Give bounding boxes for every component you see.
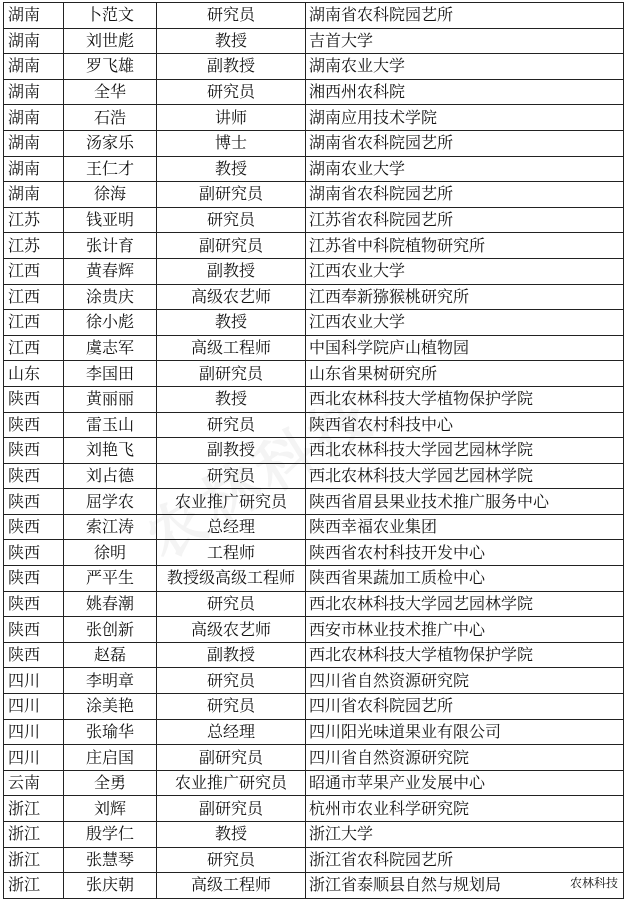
title-cell: 研究员 (157, 79, 306, 105)
organization-cell: 湖南省农科院园艺所 (306, 182, 624, 208)
title-cell: 研究员 (157, 207, 306, 233)
name-cell: 涂贵庆 (64, 284, 157, 310)
name-cell: 李明章 (64, 668, 157, 694)
name-cell: 雷玉山 (64, 412, 157, 438)
organization-cell: 西北农林科技大学园艺园林学院 (306, 463, 624, 489)
organization-cell: 四川阳光味道果业有限公司 (306, 719, 624, 745)
name-cell: 索江涛 (64, 514, 157, 540)
table-row (4, 668, 624, 694)
title-cell: 总经理 (157, 719, 306, 745)
name-cell: 王仁才 (64, 156, 157, 182)
name-cell: 徐小彪 (64, 310, 157, 336)
province-cell: 四川 (4, 745, 64, 771)
province-cell: 江西 (4, 284, 64, 310)
province-cell: 浙江 (4, 873, 64, 899)
province-cell: 陕西 (4, 566, 64, 592)
table-row (4, 335, 624, 361)
title-cell: 研究员 (157, 3, 306, 29)
title-cell: 高级农艺师 (157, 284, 306, 310)
title-cell: 副教授 (157, 258, 306, 284)
name-cell: 姚春潮 (64, 591, 157, 617)
table-row (4, 822, 624, 848)
table-row (4, 796, 624, 822)
organization-cell: 江西农业大学 (306, 258, 624, 284)
table-row (4, 438, 624, 464)
province-cell: 山东 (4, 361, 64, 387)
organization-cell: 山东省果树研究所 (306, 361, 624, 387)
organization-cell: 湖南应用技术学院 (306, 105, 624, 131)
province-cell: 陕西 (4, 617, 64, 643)
province-cell: 陕西 (4, 642, 64, 668)
table-row (4, 847, 624, 873)
province-cell: 湖南 (4, 156, 64, 182)
province-cell: 浙江 (4, 847, 64, 873)
title-cell: 副研究员 (157, 233, 306, 259)
name-cell: 刘辉 (64, 796, 157, 822)
name-cell: 汤家乐 (64, 130, 157, 156)
title-cell: 教授 (157, 822, 306, 848)
title-cell: 教授级高级工程师 (157, 566, 306, 592)
table-row (4, 156, 624, 182)
table-row (4, 719, 624, 745)
title-cell: 副教授 (157, 438, 306, 464)
name-cell: 屈学农 (64, 489, 157, 515)
table-row (4, 617, 624, 643)
name-cell: 严平生 (64, 566, 157, 592)
organization-cell: 陕西省眉县果业技术推广服务中心 (306, 489, 624, 515)
province-cell: 湖南 (4, 28, 64, 54)
province-cell: 陕西 (4, 540, 64, 566)
organization-cell: 江西奉新猕猴桃研究所 (306, 284, 624, 310)
organization-cell: 四川省农科院园艺所 (306, 694, 624, 720)
title-cell: 研究员 (157, 668, 306, 694)
province-cell: 陕西 (4, 386, 64, 412)
name-cell: 全勇 (64, 770, 157, 796)
province-cell: 湖南 (4, 79, 64, 105)
title-cell: 高级工程师 (157, 335, 306, 361)
name-cell: 刘占德 (64, 463, 157, 489)
name-cell: 钱亚明 (64, 207, 157, 233)
name-cell: 黄春辉 (64, 258, 157, 284)
title-cell: 副研究员 (157, 182, 306, 208)
name-cell: 黄丽丽 (64, 386, 157, 412)
title-cell: 高级工程师 (157, 873, 306, 899)
table-row (4, 745, 624, 771)
province-cell: 江苏 (4, 233, 64, 259)
province-cell: 江西 (4, 335, 64, 361)
organization-cell: 西北农林科技大学园艺园林学院 (306, 591, 624, 617)
table-row (4, 284, 624, 310)
organization-cell: 江西农业大学 (306, 310, 624, 336)
province-cell: 四川 (4, 719, 64, 745)
province-cell: 湖南 (4, 105, 64, 131)
table-row (4, 28, 624, 54)
name-cell: 张庆朝 (64, 873, 157, 899)
table-row (4, 182, 624, 208)
province-cell: 陕西 (4, 514, 64, 540)
organization-cell: 昭通市苹果产业发展中心 (306, 770, 624, 796)
name-cell: 虞志军 (64, 335, 157, 361)
table-row (4, 310, 624, 336)
organization-cell: 西北农林科技大学园艺园林学院 (306, 438, 624, 464)
organization-cell: 湖南省农科院园艺所 (306, 130, 624, 156)
province-cell: 陕西 (4, 489, 64, 515)
title-cell: 农业推广研究员 (157, 489, 306, 515)
name-cell: 李国田 (64, 361, 157, 387)
organization-cell: 陕西省农村科技开发中心 (306, 540, 624, 566)
table-row (4, 540, 624, 566)
name-cell: 殷学仁 (64, 822, 157, 848)
table-row (4, 386, 624, 412)
table-row (4, 79, 624, 105)
brand-label: 农林科技 (567, 873, 621, 892)
title-cell: 教授 (157, 156, 306, 182)
organization-cell: 陕西省果蔬加工质检中心 (306, 566, 624, 592)
title-cell: 总经理 (157, 514, 306, 540)
title-cell: 教授 (157, 310, 306, 336)
name-cell: 石浩 (64, 105, 157, 131)
title-cell: 教授 (157, 386, 306, 412)
table-row (4, 361, 624, 387)
province-cell: 四川 (4, 694, 64, 720)
organization-cell: 浙江省农科院园艺所 (306, 847, 624, 873)
table-row (4, 130, 624, 156)
name-cell: 徐明 (64, 540, 157, 566)
province-cell: 湖南 (4, 130, 64, 156)
table-row (4, 514, 624, 540)
table-row (4, 105, 624, 131)
name-cell: 张计育 (64, 233, 157, 259)
organization-cell: 西北农林科技大学植物保护学院 (306, 642, 624, 668)
name-cell: 张慧琴 (64, 847, 157, 873)
title-cell: 副研究员 (157, 361, 306, 387)
title-cell: 农业推广研究员 (157, 770, 306, 796)
organization-cell: 四川省自然资源研究院 (306, 745, 624, 771)
name-cell: 全华 (64, 79, 157, 105)
name-cell: 徐海 (64, 182, 157, 208)
name-cell: 涂美艳 (64, 694, 157, 720)
name-cell: 罗飞雄 (64, 54, 157, 80)
title-cell: 研究员 (157, 591, 306, 617)
expert-table-container (3, 2, 623, 899)
title-cell: 教授 (157, 28, 306, 54)
title-cell: 研究员 (157, 463, 306, 489)
organization-cell: 江苏省农科院园艺所 (306, 207, 624, 233)
name-cell: 庄启国 (64, 745, 157, 771)
organization-cell: 杭州市农业科学研究院 (306, 796, 624, 822)
table-row (4, 873, 624, 899)
province-cell: 浙江 (4, 822, 64, 848)
organization-cell: 陕西幸福农业集团 (306, 514, 624, 540)
province-cell: 浙江 (4, 796, 64, 822)
title-cell: 副研究员 (157, 796, 306, 822)
province-cell: 江西 (4, 258, 64, 284)
title-cell: 博士 (157, 130, 306, 156)
organization-cell: 吉首大学 (306, 28, 624, 54)
organization-cell: 四川省自然资源研究院 (306, 668, 624, 694)
title-cell: 工程师 (157, 540, 306, 566)
table-row (4, 642, 624, 668)
table-row (4, 694, 624, 720)
province-cell: 湖南 (4, 3, 64, 29)
table-row (4, 412, 624, 438)
organization-cell: 湖南省农科院园艺所 (306, 3, 624, 29)
organization-cell: 陕西省农村科技中心 (306, 412, 624, 438)
organization-cell: 西安市林业技术推广中心 (306, 617, 624, 643)
organization-cell: 西北农林科技大学植物保护学院 (306, 386, 624, 412)
province-cell: 陕西 (4, 438, 64, 464)
province-cell: 湖南 (4, 182, 64, 208)
table-row (4, 258, 624, 284)
title-cell: 讲师 (157, 105, 306, 131)
title-cell: 研究员 (157, 412, 306, 438)
table-row (4, 233, 624, 259)
title-cell: 副教授 (157, 54, 306, 80)
table-row (4, 566, 624, 592)
table-row (4, 3, 624, 29)
table-row (4, 54, 624, 80)
title-cell: 高级农艺师 (157, 617, 306, 643)
province-cell: 四川 (4, 668, 64, 694)
name-cell: 赵磊 (64, 642, 157, 668)
organization-cell: 中国科学院庐山植物园 (306, 335, 624, 361)
province-cell: 江苏 (4, 207, 64, 233)
name-cell: 张瑜华 (64, 719, 157, 745)
organization-cell: 江苏省中科院植物研究所 (306, 233, 624, 259)
table-row (4, 463, 624, 489)
name-cell: 刘艳飞 (64, 438, 157, 464)
table-row (4, 207, 624, 233)
organization-cell: 浙江省泰顺县自然与规划局 (306, 873, 624, 899)
expert-table (3, 2, 624, 899)
name-cell: 刘世彪 (64, 28, 157, 54)
name-cell: 卜范文 (64, 3, 157, 29)
province-cell: 陕西 (4, 412, 64, 438)
table-row (4, 489, 624, 515)
name-cell: 张创新 (64, 617, 157, 643)
title-cell: 副教授 (157, 642, 306, 668)
table-row (4, 591, 624, 617)
title-cell: 研究员 (157, 694, 306, 720)
province-cell: 陕西 (4, 591, 64, 617)
organization-cell: 浙江大学 (306, 822, 624, 848)
province-cell: 云南 (4, 770, 64, 796)
province-cell: 陕西 (4, 463, 64, 489)
organization-cell: 湖南农业大学 (306, 54, 624, 80)
expert-table-body (4, 3, 624, 899)
organization-cell: 湖南农业大学 (306, 156, 624, 182)
organization-cell: 湘西州农科院 (306, 79, 624, 105)
province-cell: 江西 (4, 310, 64, 336)
province-cell: 湖南 (4, 54, 64, 80)
title-cell: 研究员 (157, 847, 306, 873)
title-cell: 副研究员 (157, 745, 306, 771)
table-row (4, 770, 624, 796)
